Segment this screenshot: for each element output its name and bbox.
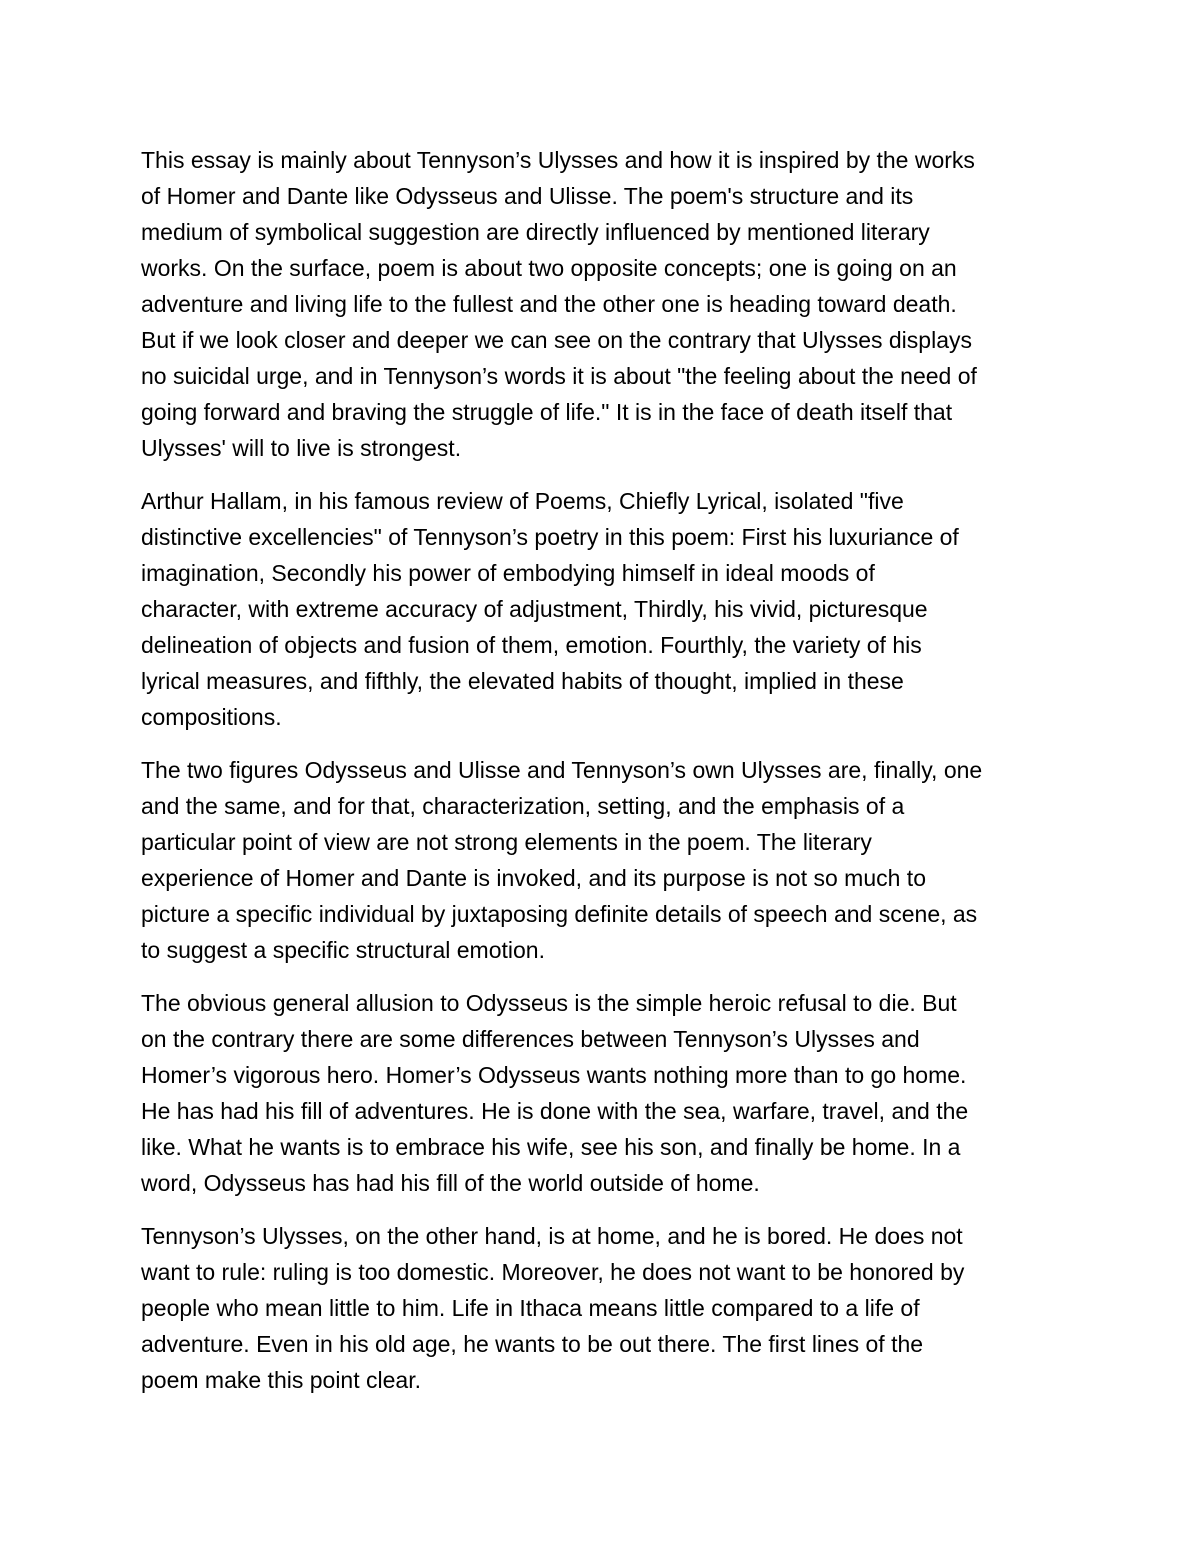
text-line: This essay is mainly about Tennyson’s Ulysses and how it is inspired by the works bbox=[141, 147, 975, 173]
text-line: He has had his fill of adventures. He is done with the sea, warfare, travel, and the bbox=[141, 1098, 969, 1124]
text-line: The two figures Odysseus and Ulisse and Tennyson’s own Ulysses are, finally, one bbox=[141, 757, 983, 783]
text-line: no suicidal urge, and in Tennyson’s words it is about "the feeling about the need of bbox=[141, 363, 977, 389]
text-line: particular point of view are not strong elements in the poem. The literary bbox=[141, 829, 872, 855]
text-line: compositions. bbox=[141, 704, 282, 730]
text-line: Homer’s vigorous hero. Homer’s Odysseus wants nothing more than to go home. bbox=[141, 1062, 967, 1088]
text-line: of Homer and Dante like Odysseus and Ulisse. The poem's structure and its bbox=[141, 183, 914, 209]
text-line: imagination, Secondly his power of embodying himself in ideal moods of bbox=[141, 560, 875, 586]
paragraph-3 bbox=[141, 752, 1059, 968]
text-line: The obvious general allusion to Odysseus is the simple heroic refusal to die. But bbox=[141, 990, 957, 1016]
text-line: works. On the surface, poem is about two opposite concepts; one is going on an bbox=[141, 255, 957, 281]
text-line: lyrical measures, and fifthly, the elevated habits of thought, implied in these bbox=[141, 668, 904, 694]
text-line: Arthur Hallam, in his famous review of Poems, Chiefly Lyrical, isolated "five bbox=[141, 488, 904, 514]
text-line: on the contrary there are some differences between Tennyson’s Ulysses and bbox=[141, 1026, 920, 1052]
text-line: experience of Homer and Dante is invoked, and its purpose is not so much to bbox=[141, 865, 926, 891]
text-line: going forward and braving the struggle of life." It is in the face of death itself that bbox=[141, 399, 953, 425]
text-line: Ulysses' will to live is strongest. bbox=[141, 435, 462, 461]
text-line: poem make this point clear. bbox=[141, 1367, 421, 1393]
text-line: people who mean little to him. Life in Ithaca means little compared to a life of bbox=[141, 1295, 920, 1321]
text-line: and the same, and for that, characterization, setting, and the emphasis of a bbox=[141, 793, 905, 819]
text-line: medium of symbolical suggestion are directly influenced by mentioned literary bbox=[141, 219, 930, 245]
paragraph-1 bbox=[141, 142, 1059, 466]
paragraph-2 bbox=[141, 483, 1059, 735]
document-body bbox=[141, 142, 1059, 1415]
text-line: want to rule: ruling is too domestic. Moreover, he does not want to be honored by bbox=[141, 1259, 965, 1285]
text-line: adventure and living life to the fullest and the other one is heading toward death. bbox=[141, 291, 957, 317]
text-line: Tennyson’s Ulysses, on the other hand, is at home, and he is bored. He does not bbox=[141, 1223, 963, 1249]
text-line: word, Odysseus has had his fill of the world outside of home. bbox=[141, 1170, 760, 1196]
paragraph-4 bbox=[141, 985, 1059, 1201]
text-line: picture a specific individual by juxtaposing definite details of speech and scene, as bbox=[141, 901, 978, 927]
text-line: like. What he wants is to embrace his wife, see his son, and finally be home. In a bbox=[141, 1134, 961, 1160]
text-line: distinctive excellencies" of Tennyson’s poetry in this poem: First his luxuriance of bbox=[141, 524, 959, 550]
text-line: delineation of objects and fusion of them, emotion. Fourthly, the variety of his bbox=[141, 632, 922, 658]
text-line: adventure. Even in his old age, he wants to be out there. The first lines of the bbox=[141, 1331, 924, 1357]
text-line: to suggest a specific structural emotion. bbox=[141, 937, 545, 963]
text-line: But if we look closer and deeper we can see on the contrary that Ulysses displays bbox=[141, 327, 972, 353]
text-line: character, with extreme accuracy of adjustment, Thirdly, his vivid, picturesque bbox=[141, 596, 928, 622]
paragraph-5 bbox=[141, 1218, 1059, 1398]
